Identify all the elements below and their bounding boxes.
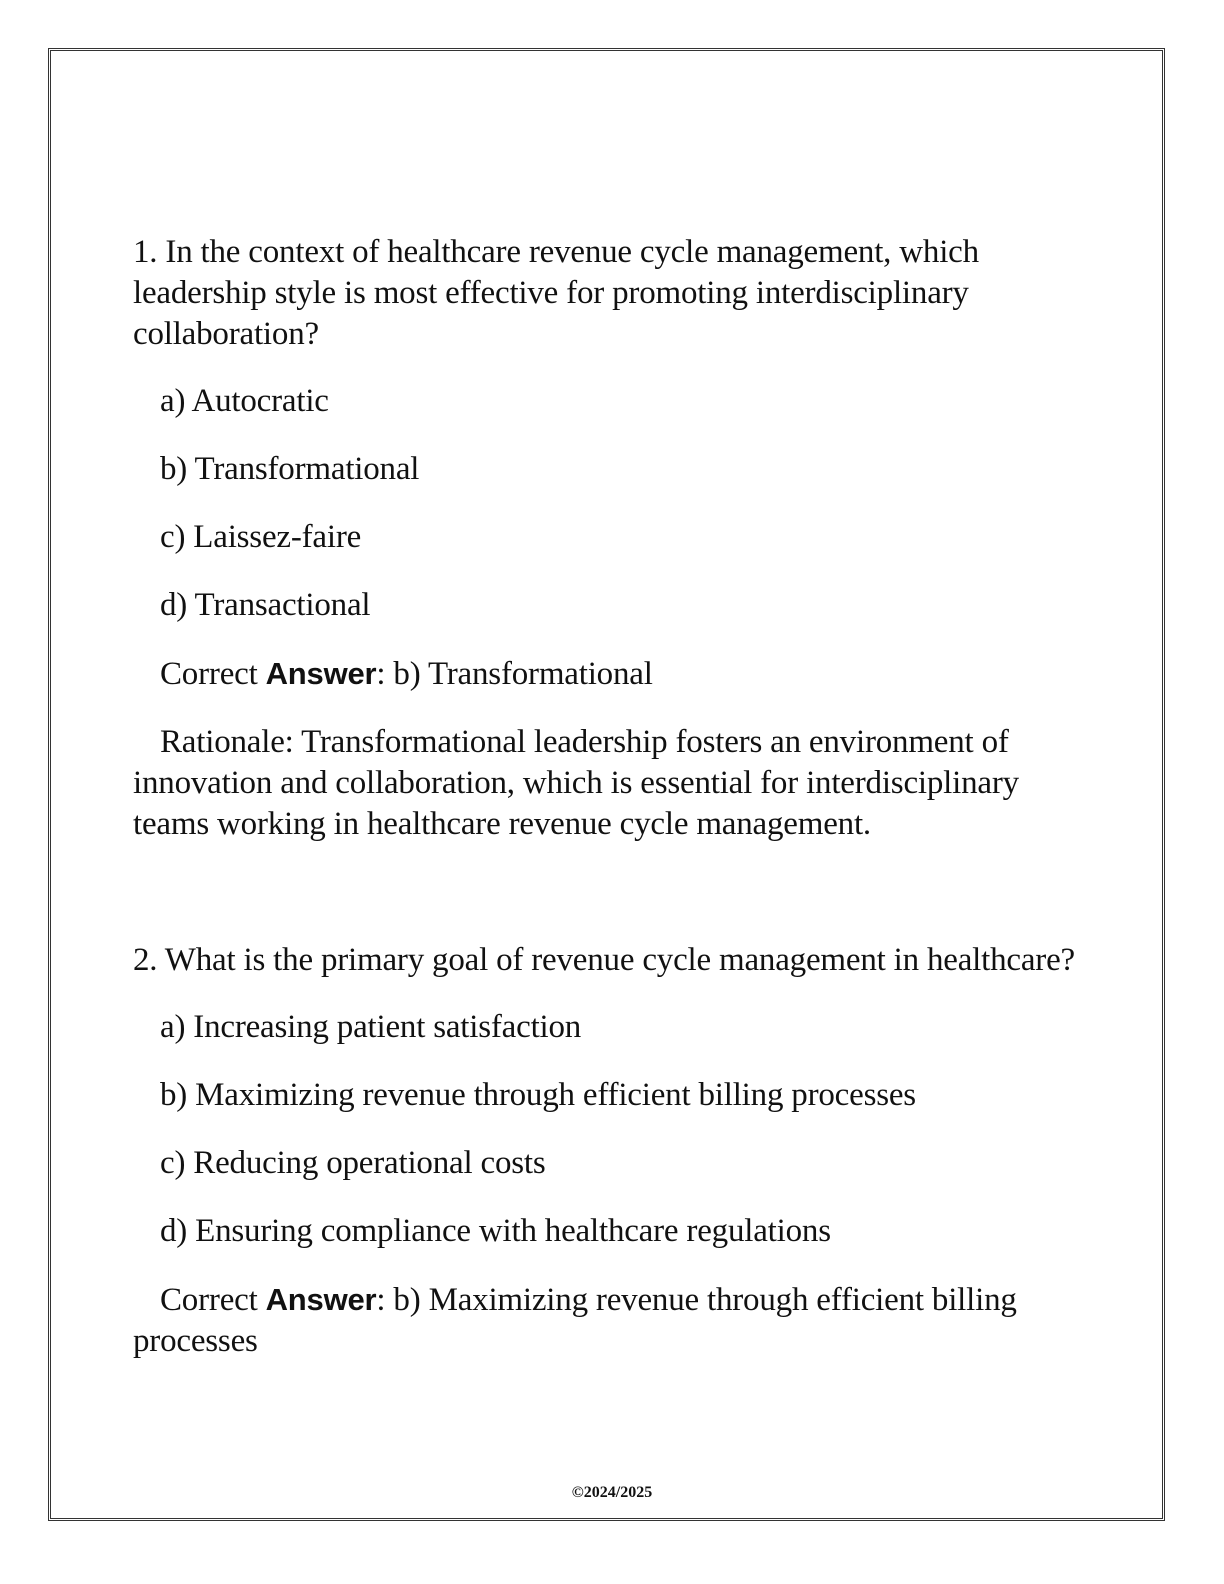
option-a: a) Autocratic [160, 383, 329, 419]
question-text: 1. In the context of healthcare revenue cycle management, which leadership style is most effective for promoting interdisciplinary collaboration? [133, 234, 979, 352]
document-body [133, 232, 1093, 1389]
correct-answer [133, 653, 1093, 695]
option-b: b) Maximizing revenue through efficient billing processes [160, 1077, 916, 1113]
answer-word: Answer [265, 656, 377, 691]
answer-value: : b) Maximizing revenue through efficient billing processes [133, 1282, 1017, 1359]
question-1 [133, 232, 1093, 845]
option-c: c) Laissez-faire [160, 519, 362, 555]
question-text: 2. What is the primary goal of revenue cycle management in healthcare? [133, 942, 1075, 978]
rationale: Rationale: Transformational leadership fosters an environment of innovation and collaboration, which is essential for interdisciplinary teams working in healthcare revenue cycle management. [133, 724, 1019, 842]
copyright-footer: ©2024/2025 [571, 1484, 653, 1501]
option-c: c) Reducing operational costs [160, 1145, 546, 1181]
answer-prefix: Correct [160, 1282, 266, 1318]
answer-prefix: Correct [160, 656, 266, 692]
option-d: d) Transactional [160, 587, 371, 623]
option-a: a) Increasing patient satisfaction [160, 1009, 582, 1045]
answer-word: Answer [265, 1282, 377, 1317]
question-2 [133, 940, 1093, 1362]
correct-answer [133, 1279, 1093, 1362]
answer-value: : b) Transformational [376, 656, 653, 692]
option-d: d) Ensuring compliance with healthcare regulations [160, 1213, 831, 1249]
option-b: b) Transformational [160, 451, 420, 487]
